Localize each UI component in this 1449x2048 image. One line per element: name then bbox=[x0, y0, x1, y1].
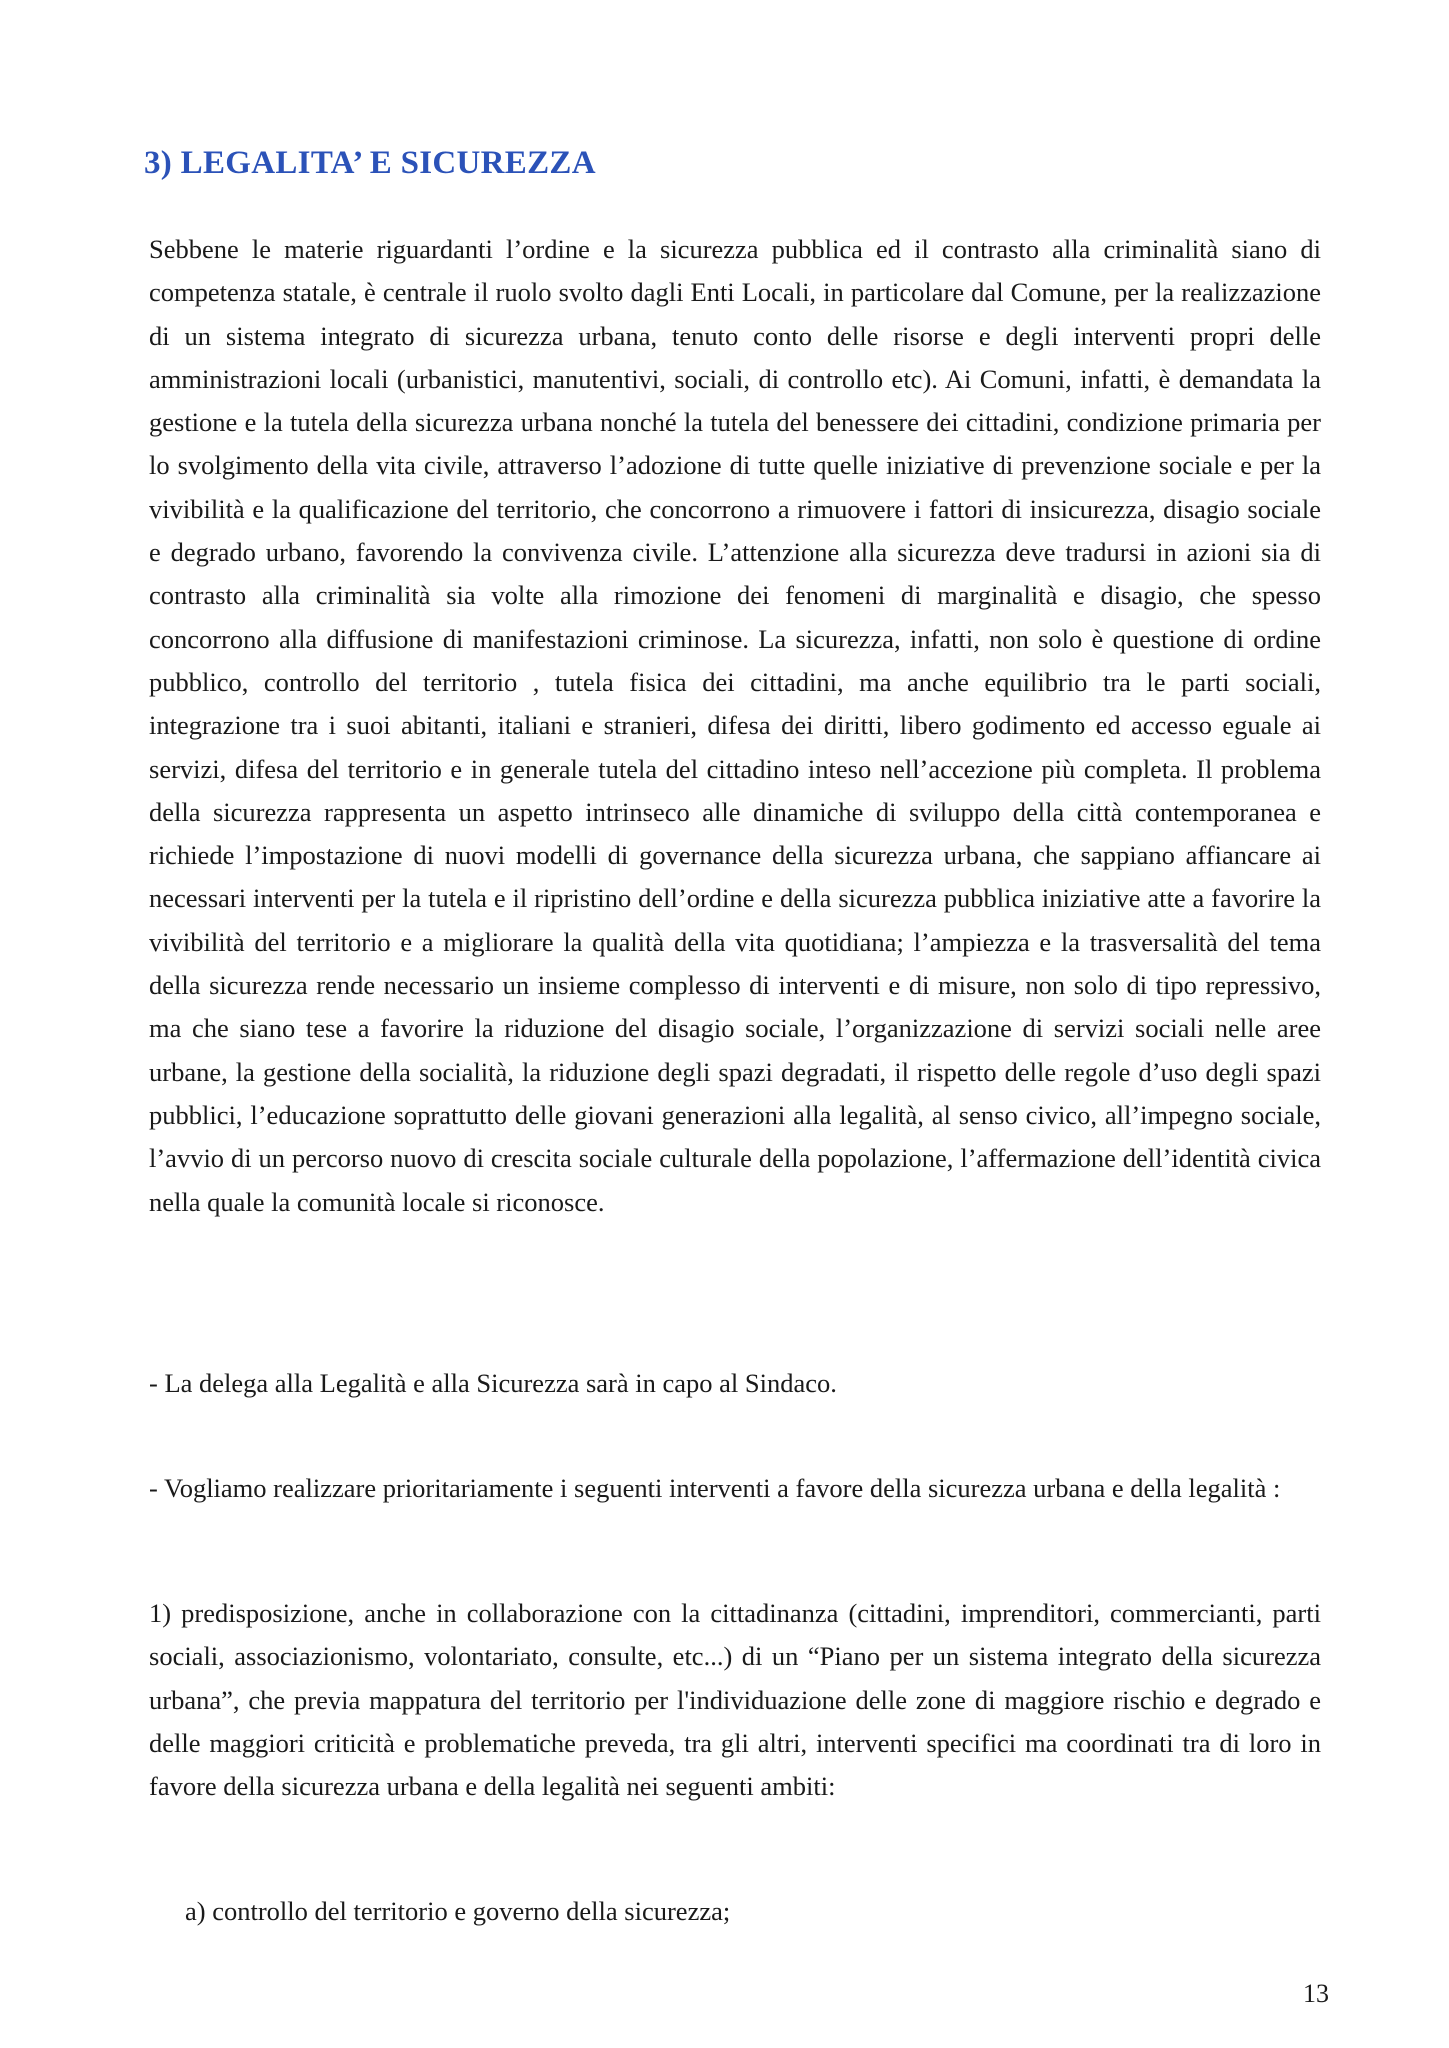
section-title: 3) LEGALITA’ E SICUREZZA bbox=[144, 145, 596, 181]
paragraph-delega: - La delega alla Legalità e alla Sicurezza sarà in capo al Sindaco. bbox=[149, 1368, 837, 1398]
sub-list-item-a: a) controllo del territorio e governo della sicurezza; bbox=[185, 1896, 731, 1926]
paragraph-interventi: - Vogliamo realizzare prioritariamente i seguenti interventi a favore della sicurezza urbana e della legalità : bbox=[149, 1473, 1281, 1503]
paragraph-introduction: Sebbene le materie riguardanti l’ordine e la sicurezza pubblica ed il contrasto alla criminalità siano di competenza statale, è centrale il ruolo svolto dagli Enti Locali, in particolare dal Comune, per la realizzazione di un sistema integrato di sicurezza urbana, tenuto conto delle risorse e degli interventi propri delle amministrazioni locali (urbanistici, manutentivi, sociali, di controllo etc). Ai Comuni, infatti, è demandata la gestione e la tutela della sicurezza urbana nonché la tutela del benessere dei cittadini, condizione primaria per lo svolgimento della vita civile, attraverso l’adozione di tutte quelle iniziative di prevenzione sociale e per la vivibilità e la qualificazione del territorio, che concorrono a rimuovere i fattori di insicurezza, disagio sociale e degrado urbano, favorendo la convivenza civile. L’attenzione alla sicurezza deve tradursi in azioni sia di contrasto alla criminalità sia volte alla rimozione dei fenomeni di marginalità e disagio, che spesso concorrono alla diffusione di manifestazioni criminose. La sicurezza, infatti, non solo è questione di ordine pubblico, controllo del territorio , tutela fisica dei cittadini, ma anche equilibrio tra le parti sociali, integrazione tra i suoi abitanti, italiani e stranieri, difesa dei diritti, libero godimento ed accesso eguale ai servizi, difesa del territorio e in generale tutela del cittadino inteso nell’accezione più completa. Il problema della sicurezza rappresenta un aspetto intrinseco alle dinamiche di sviluppo della città contemporanea e richiede l’impostazione di nuovi modelli di governance della sicurezza urbana, che sappiano affiancare ai necessari interventi per la tutela e il ripristino dell’ordine e della sicurezza pubblica iniziative atte a favorire la vivibilità del territorio e a migliorare la qualità della vita quotidiana; l’ampiezza e la trasversalità del tema della sicurezza rende necessario un insieme complesso di interventi e di misure, non solo di tipo repressivo, ma che siano tese a favorire la riduzione del disagio sociale, l’organizzazione di servizi sociali nelle aree urbane, la gestione della socialità, la riduzione degli spazi degradati, il rispetto delle regole d’uso degli spazi pubblici, l’educazione soprattutto delle giovani generazioni alla legalità, al senso civico, all’impegno sociale, l’avvio di un percorso nuovo di crescita sociale culturale della popolazione, l’affermazione dell’identità civica nella quale la comunità locale si riconosce. bbox=[149, 234, 1321, 1217]
page-number: 13 bbox=[1303, 1979, 1329, 2008]
list-item-1: 1) predisposizione, anche in collaborazione con la cittadinanza (cittadini, imprenditori, commercianti, parti sociali, associazionismo, volontariato, consulte, etc...) di un “Piano per un sistema integrato della sicurezza urbana”, che previa mappatura del territorio per l'individuazione delle zone di maggiore rischio e degrado e delle maggiori criticità e problematiche preveda, tra gli altri, interventi specifici ma coordinati tra di loro in favore della sicurezza urbana e della legalità nei seguenti ambiti: bbox=[149, 1598, 1321, 1802]
